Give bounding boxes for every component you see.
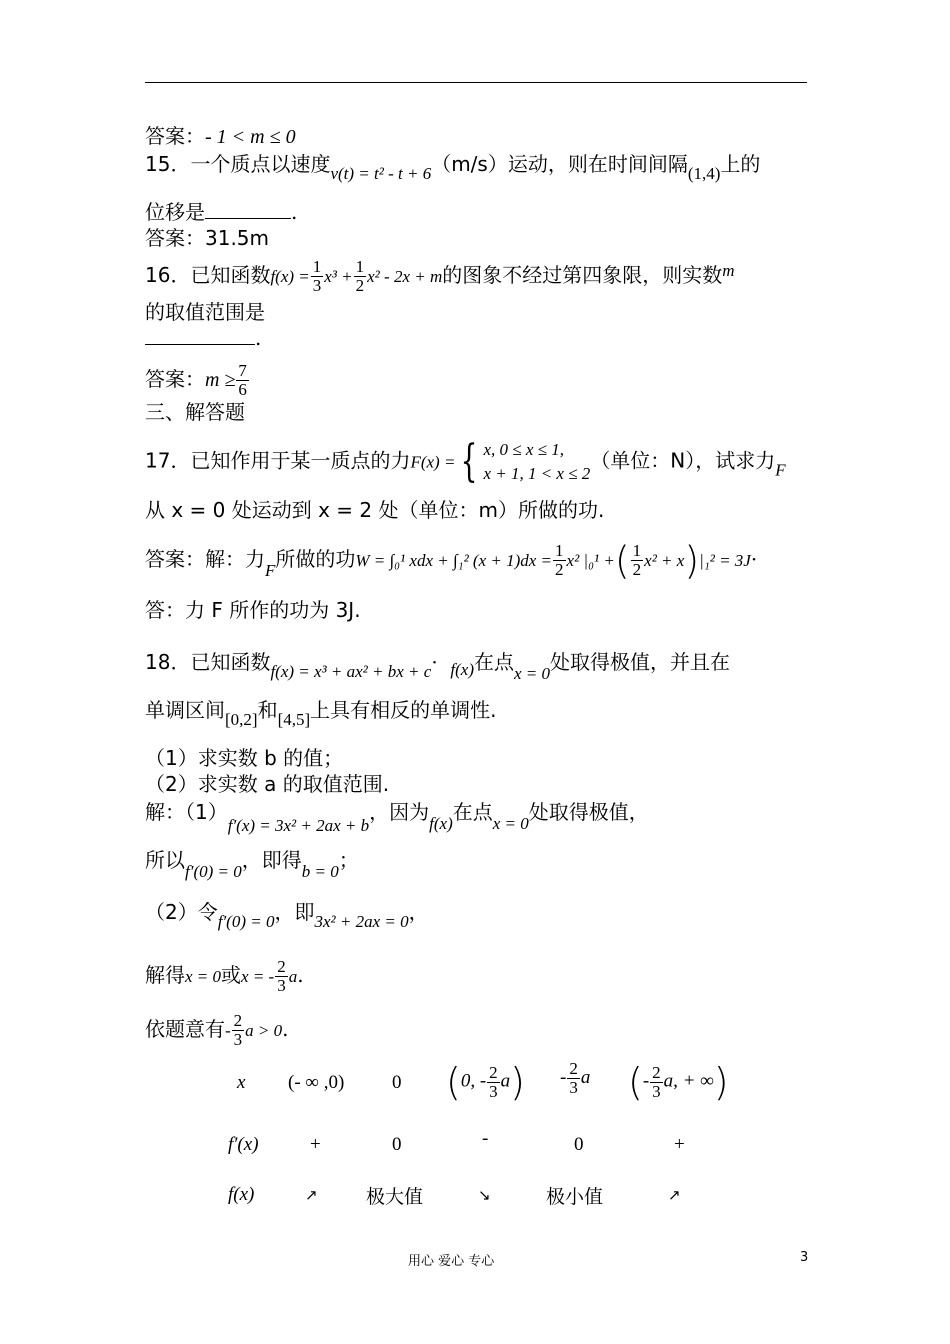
q18-solution1 — [145, 800, 649, 838]
q17-F: F — [775, 460, 786, 480]
q15-answer-text: 答案：31.5m — [145, 226, 270, 250]
q17-ans-e: x² + x — [644, 551, 685, 570]
q15-line2 — [145, 200, 297, 224]
increasing-arrow-icon: ↗ — [668, 1188, 681, 1204]
q18-so-a: 所以 — [145, 848, 185, 872]
q18-line2 — [145, 698, 497, 732]
frac-den: 3 — [652, 1081, 661, 1101]
left-paren-icon: ( — [628, 1060, 643, 1104]
q18-step2 — [145, 900, 429, 934]
q17-case2: x + 1, 1 < x ≤ 2 — [483, 464, 591, 483]
q18-interval1: [0,2] — [225, 710, 258, 729]
table-row1-c4 — [560, 1060, 590, 1097]
section-title: 三、解答题 — [145, 400, 245, 424]
frac-num: 2 — [233, 1011, 243, 1030]
q16-period: . — [255, 326, 262, 350]
q18-s2-b: ，即 — [274, 900, 315, 924]
table-row1-label: x — [237, 1072, 246, 1093]
table-row2-c1: + — [310, 1134, 321, 1155]
table-row2-c4: 0 — [574, 1134, 584, 1155]
q18-s2-eq: 3x² + 2ax = 0 — [314, 912, 409, 931]
q15-period: . — [291, 200, 298, 224]
decreasing-arrow-icon: ↘ — [478, 1188, 491, 1204]
frac-den: 2 — [555, 560, 564, 579]
table-row2-c3: - — [482, 1128, 489, 1149]
cell-text: - — [642, 1070, 650, 1092]
q17-cases — [483, 438, 590, 486]
table-row1-c1: (- ∞ ,0) — [288, 1072, 345, 1093]
q18-cond-a: 依题意有 — [145, 1017, 225, 1041]
q18-sol-b: ，因为 — [369, 800, 430, 824]
q17-dot: · — [750, 547, 758, 571]
q17-text-c: 从 x = 0 处运动到 x = 2 处（单位：m）所做的功. — [145, 498, 605, 522]
q17-Fx: F(x) = — [410, 452, 456, 472]
q17-ans-c: x² |₀¹ + — [566, 551, 615, 570]
q17-answer — [145, 538, 758, 583]
q16-line2 — [145, 300, 265, 324]
frac-den: 3 — [569, 1078, 578, 1097]
q16-m: m — [722, 261, 735, 280]
q18-s2-f0: f′(0) = 0 — [217, 912, 275, 931]
q18-solve-a2: a — [288, 967, 298, 986]
q16-frac2 — [354, 258, 367, 295]
q16-answer — [145, 362, 250, 399]
increasing-arrow-icon: ↗ — [305, 1188, 318, 1204]
q18-text-e: 和 — [257, 698, 278, 722]
q17-frac2 — [631, 542, 644, 579]
page-number: 3 — [800, 1250, 809, 1265]
q18-solve-period: . — [297, 963, 304, 987]
q17-ans-f: |₁² = 3J — [699, 551, 751, 570]
frac-num: 2 — [569, 1059, 578, 1078]
frac-den: 3 — [489, 1081, 498, 1101]
section-heading — [145, 400, 245, 424]
q16-answer-m: m ≥ — [205, 369, 236, 391]
q18-solve-x: x = - — [241, 967, 275, 986]
frac-num: 1 — [632, 541, 642, 560]
frac-num: 1 — [555, 541, 564, 560]
q18-so-f0: f′(0) = 0 — [185, 862, 242, 881]
q18-text-f: 上具有相反的单调性. — [310, 698, 497, 722]
q18-part1 — [145, 746, 343, 770]
q18-interval2: [4,5] — [277, 710, 311, 729]
q15-velocity-expr: v(t) = t² - t + 6 — [330, 164, 432, 183]
cell-text: a — [580, 1066, 591, 1088]
table-row1-c5 — [628, 1060, 729, 1104]
table-row2-c5: + — [674, 1134, 685, 1155]
frac-den: 2 — [632, 560, 642, 579]
q16-answer-blank — [145, 326, 255, 345]
frac-den: 2 — [355, 276, 365, 295]
table-row3-c2: 极大值 — [366, 1186, 424, 1208]
q18-text-a: 18．已知函数 — [145, 650, 271, 674]
q18-s2-a: （2）令 — [145, 900, 218, 924]
q15-interval: (1,4) — [687, 164, 721, 183]
cell-text: a — [500, 1070, 511, 1092]
q17-ans-b: 所做的功 — [275, 547, 356, 571]
q18-text-b: 在点 — [473, 650, 514, 674]
q16-text-b: 的图象不经过第四象限，则实数 — [442, 263, 723, 287]
cell-frac — [487, 1064, 500, 1101]
q18-cond-period: . — [282, 1017, 289, 1041]
q15-text-b: （m/s）运动，则在时间间隔 — [431, 152, 688, 176]
answer-label: 答案： — [145, 367, 205, 391]
frac-num: 2 — [652, 1062, 661, 1082]
right-paren-icon: ) — [510, 1060, 525, 1104]
q16-line1 — [145, 258, 735, 295]
table-row1-c3 — [446, 1060, 525, 1104]
q18-solve-x0: x = 0 — [185, 967, 222, 986]
q18-condition — [145, 1012, 289, 1049]
q15-answer-blank — [205, 200, 291, 219]
q17-text-a: 17．已知作用于某一质点的力 — [145, 448, 411, 473]
left-brace-icon: { — [461, 436, 478, 487]
cell-text: - — [560, 1066, 567, 1088]
frac-den: 3 — [233, 1030, 243, 1049]
q16-text-a: 16．已知函数 — [145, 263, 271, 287]
q17-line1 — [145, 438, 786, 486]
frac-num: 1 — [312, 257, 322, 276]
footer-slogan: 用心 爱心 专心 — [408, 1254, 495, 1269]
right-paren-icon: ) — [684, 538, 700, 583]
q15-line1 — [145, 152, 760, 186]
q18-derivative: f′(x) = 3x² + 2ax + b — [227, 816, 370, 835]
q15-text-c: 上的 — [720, 152, 761, 176]
q18-fx2: f(x) — [450, 660, 474, 679]
q18-sol-a: 解：（1） — [145, 800, 228, 824]
frac-num: 1 — [355, 257, 365, 276]
q16-part-a: x³ + — [324, 267, 353, 286]
q18-s2-c: ， — [408, 900, 429, 924]
q18-so — [145, 848, 359, 884]
q16-part-b: x² - 2x + m — [367, 267, 443, 286]
q17-case1: x, 0 ≤ x ≤ 1, — [483, 440, 564, 459]
frac-den: 6 — [238, 380, 247, 399]
left-paren-icon: ( — [446, 1060, 461, 1104]
q18-part2-text: （2）求实数 a 的取值范围. — [145, 772, 390, 796]
q14-answer-expr: - 1 < m ≤ 0 — [205, 126, 296, 148]
q18-part1-text: （1）求实数 b 的值； — [145, 746, 344, 770]
q18-solve-a: 解得 — [145, 963, 185, 987]
cell-frac — [650, 1064, 663, 1101]
q18-dot: · — [431, 650, 438, 674]
q18-fx: f(x) = x³ + ax² + bx + c — [270, 662, 432, 681]
q18-sol-x0: x = 0 — [492, 814, 529, 833]
q15-text-a: 15．一个质点以速度 — [145, 152, 331, 176]
q17-ans-a: 答案：解：力 — [145, 547, 265, 571]
q17-frac1 — [553, 542, 566, 579]
q18-cond-b: a > 0 — [245, 1021, 283, 1040]
q17-final-text: 答：力 F 所作的功为 3J. — [145, 598, 361, 622]
q17-text-b: （单位：N），试求力 — [590, 448, 776, 473]
q17-ans-F: F — [265, 561, 276, 580]
q16-line3 — [145, 326, 261, 350]
frac-num: 2 — [489, 1062, 498, 1082]
q18-sol-fx: f(x) — [429, 814, 453, 833]
q18-text-c: 处取得极值，并且在 — [550, 650, 731, 674]
q14-answer — [145, 124, 296, 149]
cell-text: a, + ∞ — [663, 1070, 714, 1092]
q16-answer-frac — [236, 362, 249, 399]
q18-cond-neg: - — [225, 1021, 231, 1040]
q18-so-b: ，即得 — [241, 848, 302, 872]
q17-line2 — [145, 498, 604, 522]
q18-cond-frac — [232, 1012, 245, 1049]
q18-part2 — [145, 772, 389, 796]
q15-answer — [145, 226, 269, 250]
frac-den: 3 — [312, 276, 322, 295]
q17-work-integral: W = ∫₀¹ xdx + ∫₁² (x + 1)dx = — [355, 551, 553, 570]
q17-final — [145, 598, 361, 622]
q18-x0: x = 0 — [513, 664, 551, 683]
table-row2-label: f′(x) — [228, 1134, 259, 1155]
q18-sol-d: 处取得极值， — [528, 800, 649, 824]
q18-so-c: ； — [338, 848, 359, 872]
q15-text-d: 位移是 — [145, 200, 205, 224]
q18-text-d: 单调区间 — [145, 698, 225, 722]
q18-line1 — [145, 650, 730, 686]
cell-text: 0, - — [460, 1070, 487, 1092]
header-rule — [145, 82, 807, 83]
frac-num: 2 — [277, 957, 286, 976]
q16-fx: f(x) = — [270, 267, 310, 286]
table-row3-c4: 极小值 — [546, 1186, 604, 1208]
right-paren-icon: ) — [713, 1060, 729, 1104]
answer-label: 答案： — [145, 124, 205, 148]
q16-text-c: 的取值范围是 — [145, 300, 265, 324]
frac-den: 3 — [277, 976, 286, 995]
table-row1-c2: 0 — [392, 1072, 402, 1093]
frac-num: 7 — [238, 361, 247, 380]
table-row2-c2: 0 — [392, 1134, 402, 1155]
q18-so-b0: b = 0 — [301, 862, 339, 881]
q18-solve — [145, 958, 304, 995]
q18-solve-frac — [275, 958, 288, 995]
cell-frac — [567, 1060, 580, 1097]
q18-solve-b: 或 — [221, 963, 242, 987]
q16-frac1 — [311, 258, 324, 295]
q18-sol-c: 在点 — [452, 800, 493, 824]
table-row3-label: f(x) — [228, 1184, 255, 1205]
left-paren-icon: ( — [614, 538, 630, 583]
